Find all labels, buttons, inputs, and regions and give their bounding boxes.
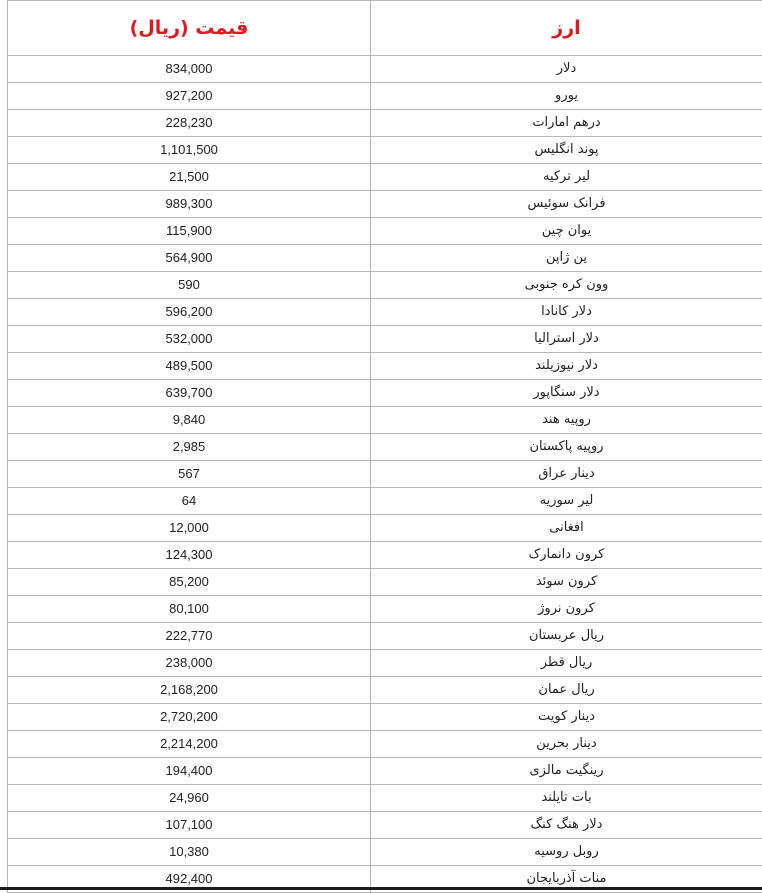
price-cell: 989,300: [8, 191, 371, 218]
price-cell: 80,100: [8, 596, 371, 623]
price-cell: 228,230: [8, 110, 371, 137]
table-row: [8, 650, 762, 677]
currency-name-cell: دینار کویت: [371, 704, 762, 731]
table-row: [8, 326, 762, 353]
price-cell: 590: [8, 272, 371, 299]
price-cell: 2,168,200: [8, 677, 371, 704]
currency-name-cell: دلار سنگاپور: [371, 380, 762, 407]
currency-name-cell: ریال قطر: [371, 650, 762, 677]
currency-name-cell: کرون دانمارک: [371, 542, 762, 569]
currency-name-cell: یوان چین: [371, 218, 762, 245]
currency-name-cell: فرانک سوئیس: [371, 191, 762, 218]
table-row: [8, 677, 762, 704]
table-row: [8, 299, 762, 326]
table-row: [8, 245, 762, 272]
currency-name-cell: دلار نیوزیلند: [371, 353, 762, 380]
table-row: [8, 569, 762, 596]
currency-name-cell: ریال عربستان: [371, 623, 762, 650]
price-cell: 489,500: [8, 353, 371, 380]
currency-rates-table: [7, 0, 762, 893]
price-cell: 222,770: [8, 623, 371, 650]
table-row: [8, 515, 762, 542]
price-cell: 238,000: [8, 650, 371, 677]
table-row: [8, 83, 762, 110]
table-header-row: [8, 1, 762, 56]
currency-name-cell: دلار استرالیا: [371, 326, 762, 353]
currency-name-cell: کرون نروژ: [371, 596, 762, 623]
table-row: [8, 191, 762, 218]
table-row: [8, 758, 762, 785]
table-row: [8, 218, 762, 245]
table-row: [8, 110, 762, 137]
price-cell: 10,380: [8, 839, 371, 866]
price-cell: 124,300: [8, 542, 371, 569]
currency-name-cell: ریال عمان: [371, 677, 762, 704]
table-row: [8, 56, 762, 83]
table-row: [8, 812, 762, 839]
table-row: [8, 353, 762, 380]
price-cell: 85,200: [8, 569, 371, 596]
price-cell: 2,985: [8, 434, 371, 461]
table-row: [8, 839, 762, 866]
currency-name-cell: دلار: [371, 56, 762, 83]
table-row: [8, 407, 762, 434]
table-row: [8, 731, 762, 758]
currency-name-cell: ین ژاپن: [371, 245, 762, 272]
currency-name-cell: وون کره جنوبی: [371, 272, 762, 299]
price-cell: 564,900: [8, 245, 371, 272]
table-row: [8, 596, 762, 623]
currency-name-cell: رینگیت مالزی: [371, 758, 762, 785]
price-cell: 927,200: [8, 83, 371, 110]
table-row: [8, 272, 762, 299]
currency-name-cell: دلار کانادا: [371, 299, 762, 326]
currency-name-cell: بات تایلند: [371, 785, 762, 812]
currency-name-cell: افغانی: [371, 515, 762, 542]
price-column-header: قیمت (ریال): [8, 1, 371, 56]
price-cell: 64: [8, 488, 371, 515]
currency-name-cell: درهم امارات: [371, 110, 762, 137]
price-cell: 21,500: [8, 164, 371, 191]
price-cell: 107,100: [8, 812, 371, 839]
price-cell: 12,000: [8, 515, 371, 542]
table-row: [8, 623, 762, 650]
currency-name-cell: یورو: [371, 83, 762, 110]
price-cell: 1,101,500: [8, 137, 371, 164]
currency-name-cell: لیر سوریه: [371, 488, 762, 515]
price-cell: 194,400: [8, 758, 371, 785]
currency-table-container: [7, 0, 762, 893]
price-cell: 9,840: [8, 407, 371, 434]
currency-name-cell: دلار هنگ کنگ: [371, 812, 762, 839]
table-row: [8, 785, 762, 812]
price-cell: 492,400: [8, 866, 371, 893]
currency-name-cell: روپیه هند: [371, 407, 762, 434]
price-cell: 834,000: [8, 56, 371, 83]
table-row: [8, 488, 762, 515]
price-cell: 24,960: [8, 785, 371, 812]
table-row: [8, 704, 762, 731]
currency-name-cell: منات آذربایجان: [371, 866, 762, 893]
currency-name-cell: دینار عراق: [371, 461, 762, 488]
currency-column-header: ارز: [371, 1, 762, 56]
price-cell: 596,200: [8, 299, 371, 326]
price-cell: 532,000: [8, 326, 371, 353]
table-row: [8, 461, 762, 488]
price-cell: 2,214,200: [8, 731, 371, 758]
table-row: [8, 542, 762, 569]
table-row: [8, 380, 762, 407]
price-cell: 567: [8, 461, 371, 488]
currency-name-cell: دینار بحرین: [371, 731, 762, 758]
table-row: [8, 434, 762, 461]
price-cell: 2,720,200: [8, 704, 371, 731]
currency-name-cell: کرون سوئد: [371, 569, 762, 596]
currency-name-cell: روبل روسیه: [371, 839, 762, 866]
currency-name-cell: پوند انگلیس: [371, 137, 762, 164]
price-cell: 115,900: [8, 218, 371, 245]
table-row: [8, 164, 762, 191]
price-cell: 639,700: [8, 380, 371, 407]
table-row: [8, 137, 762, 164]
currency-name-cell: لیر ترکیه: [371, 164, 762, 191]
currency-rates-body: [8, 1, 762, 893]
currency-name-cell: روپیه پاکستان: [371, 434, 762, 461]
